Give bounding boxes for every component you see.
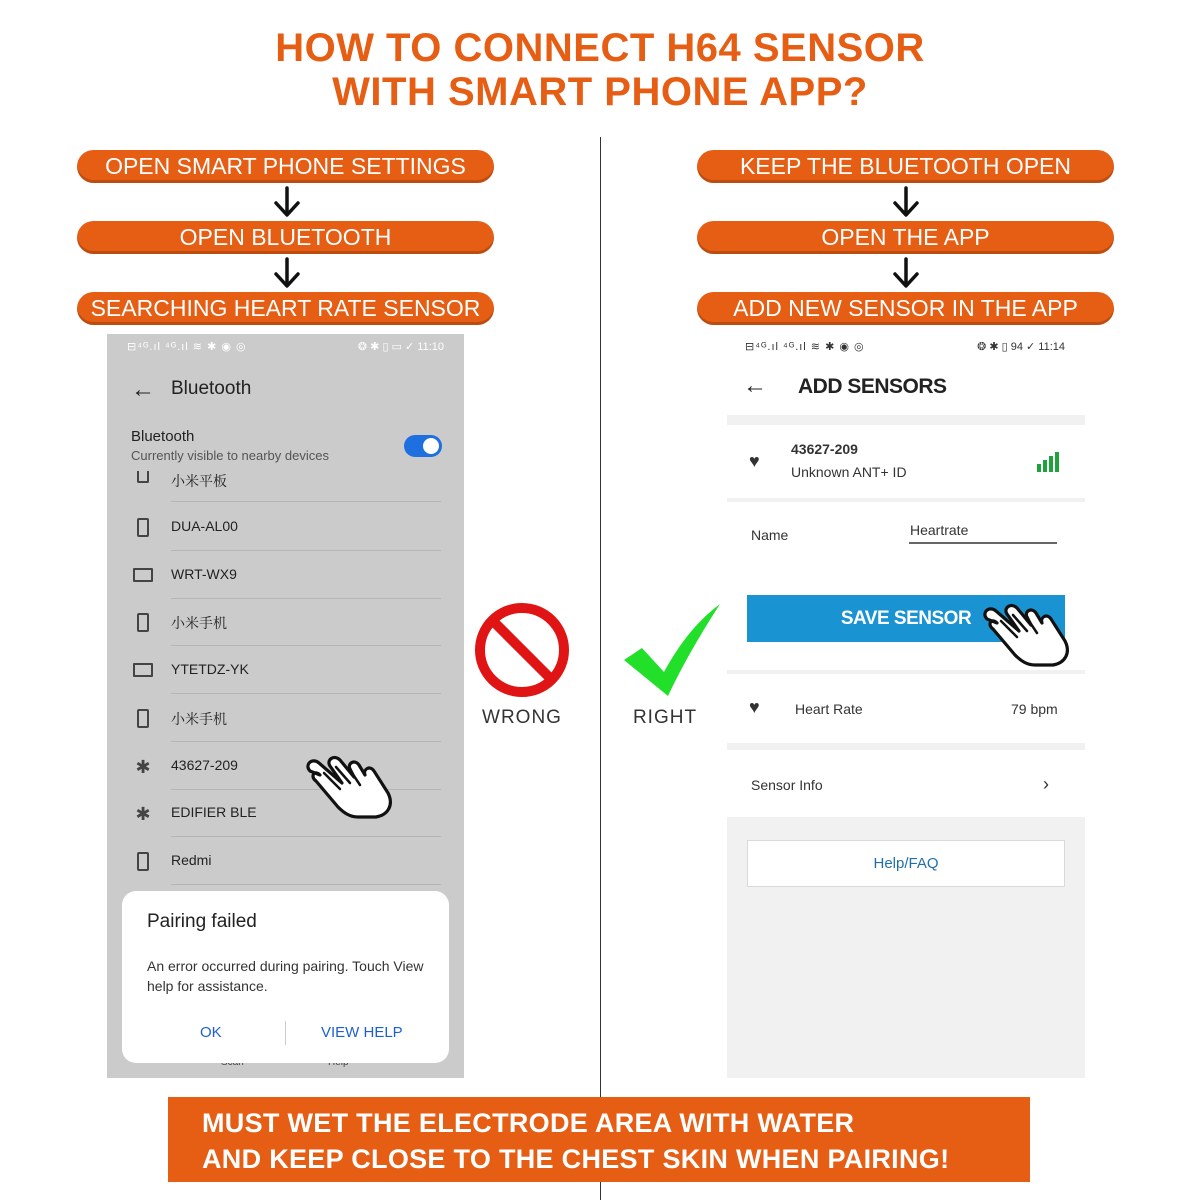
laptop-icon <box>131 564 155 588</box>
banner-line-1: MUST WET THE ELECTRODE AREA WITH WATER <box>202 1108 855 1138</box>
sensor-card[interactable] <box>727 425 1085 498</box>
laptop-icon <box>131 659 155 683</box>
right-phone-screenshot <box>727 334 1085 1078</box>
heart-icon: ♥ <box>749 697 760 717</box>
title-line-1: HOW TO CONNECT H64 SENSOR <box>275 26 925 70</box>
phone-icon <box>131 707 155 731</box>
device-name: YTETDZ-YK <box>171 661 249 677</box>
sensor-id: 43627-209 <box>791 441 858 457</box>
heart-rate-row <box>727 674 1085 743</box>
pairing-failed-dialog <box>122 891 449 1063</box>
pointing-hand-icon <box>302 753 396 821</box>
dialog-title: Pairing failed <box>147 911 257 932</box>
view-help-button[interactable]: VIEW HELP <box>321 1024 403 1041</box>
device-name: WRT-WX9 <box>171 566 237 582</box>
left-step-3: SEARCHING HEART RATE SENSOR <box>77 292 494 325</box>
status-right: ❂ ✱ ▯ 94 ✓ 11:14 <box>977 341 1065 353</box>
name-input[interactable]: Heartrate <box>910 522 969 538</box>
status-bar <box>727 334 1085 360</box>
ok-button[interactable]: OK <box>200 1024 222 1041</box>
name-label: Name <box>751 527 789 543</box>
right-step-2: OPEN THE APP <box>697 221 1114 254</box>
save-sensor-button[interactable]: SAVE SENSOR <box>747 595 1065 642</box>
left-phone-screenshot <box>107 334 464 1078</box>
device-row[interactable] <box>131 504 441 551</box>
screen-title: ADD SENSORS <box>798 375 947 398</box>
right-step-3: ADD NEW SENSOR IN THE APP <box>697 292 1114 325</box>
right-step-1: KEEP THE BLUETOOTH OPEN <box>697 150 1114 183</box>
bluetooth-label: Bluetooth <box>131 428 195 445</box>
device-row[interactable] <box>131 552 441 599</box>
dialog-body: An error occurred during pairing. Touch View help for assistance. <box>147 958 424 994</box>
name-row <box>727 502 1085 572</box>
heart-rate-label: Heart Rate <box>795 701 863 717</box>
right-label: RIGHT <box>632 707 698 728</box>
status-left: ⊟⁴ᴳ.ıl ⁴ᴳ.ıl ≋ ✱ ◉ ◎ <box>127 341 247 353</box>
heart-rate-value: 79 bpm <box>1011 701 1058 717</box>
pointing-hand-icon <box>979 601 1073 669</box>
back-arrow-icon[interactable]: ← <box>131 376 155 403</box>
center-divider <box>600 137 601 1200</box>
down-arrow-icon <box>891 186 921 218</box>
checkmark-icon <box>622 602 722 698</box>
banner-line-2: AND KEEP CLOSE TO THE CHEST SKIN WHEN PAIRING! <box>202 1144 950 1174</box>
device-name: DUA-AL00 <box>171 518 238 534</box>
prohibited-icon <box>473 601 571 699</box>
heart-icon: ♥ <box>749 451 760 471</box>
device-row[interactable] <box>131 838 441 885</box>
device-row[interactable] <box>131 599 441 646</box>
chevron-right-icon: › <box>1043 774 1049 794</box>
device-name: 43627-209 <box>171 757 238 773</box>
phone-icon <box>131 850 155 874</box>
device-name: 小米手机 <box>171 711 227 727</box>
screen-title: Bluetooth <box>171 378 252 399</box>
bluetooth-visibility: Currently visible to nearby devices <box>131 448 329 463</box>
bluetooth-icon: ✱ <box>135 757 151 777</box>
phone-icon <box>131 611 155 635</box>
back-arrow-icon[interactable]: ← <box>743 372 767 399</box>
left-step-2: OPEN BLUETOOTH <box>77 221 494 254</box>
page-title <box>0 26 1200 114</box>
down-arrow-icon <box>272 186 302 218</box>
device-name: 小米手机 <box>171 615 227 631</box>
sensor-info-label: Sensor Info <box>751 777 823 793</box>
device-name: Redmi <box>171 852 212 868</box>
device-row[interactable] <box>131 695 441 742</box>
status-right: ❂ ✱ ▯ ▭ ✓ 11:10 <box>357 341 444 353</box>
device-name: EDIFIER BLE <box>171 804 257 820</box>
phone-icon <box>131 516 155 540</box>
device-row[interactable] <box>131 466 441 502</box>
help-faq-button[interactable]: Help/FAQ <box>747 840 1065 887</box>
left-step-1: OPEN SMART PHONE SETTINGS <box>77 150 494 183</box>
app-header <box>727 360 1085 415</box>
wrong-label: WRONG <box>482 707 562 728</box>
down-arrow-icon <box>891 257 921 289</box>
phone-icon <box>131 471 155 495</box>
title-line-2: WITH SMART PHONE APP? <box>332 70 868 114</box>
signal-strength-icon <box>1037 452 1063 472</box>
down-arrow-icon <box>272 257 302 289</box>
bluetooth-toggle[interactable] <box>404 435 442 457</box>
sensor-info-row[interactable] <box>727 750 1085 817</box>
warning-banner <box>168 1097 1030 1182</box>
device-row[interactable] <box>131 647 441 694</box>
status-left: ⊟⁴ᴳ.ıl ⁴ᴳ.ıl ≋ ✱ ◉ ◎ <box>745 341 865 353</box>
device-name: 小米平板 <box>171 473 227 489</box>
sensor-type: Unknown ANT+ ID <box>791 464 907 480</box>
bluetooth-icon: ✱ <box>135 804 151 824</box>
status-bar <box>107 334 464 360</box>
